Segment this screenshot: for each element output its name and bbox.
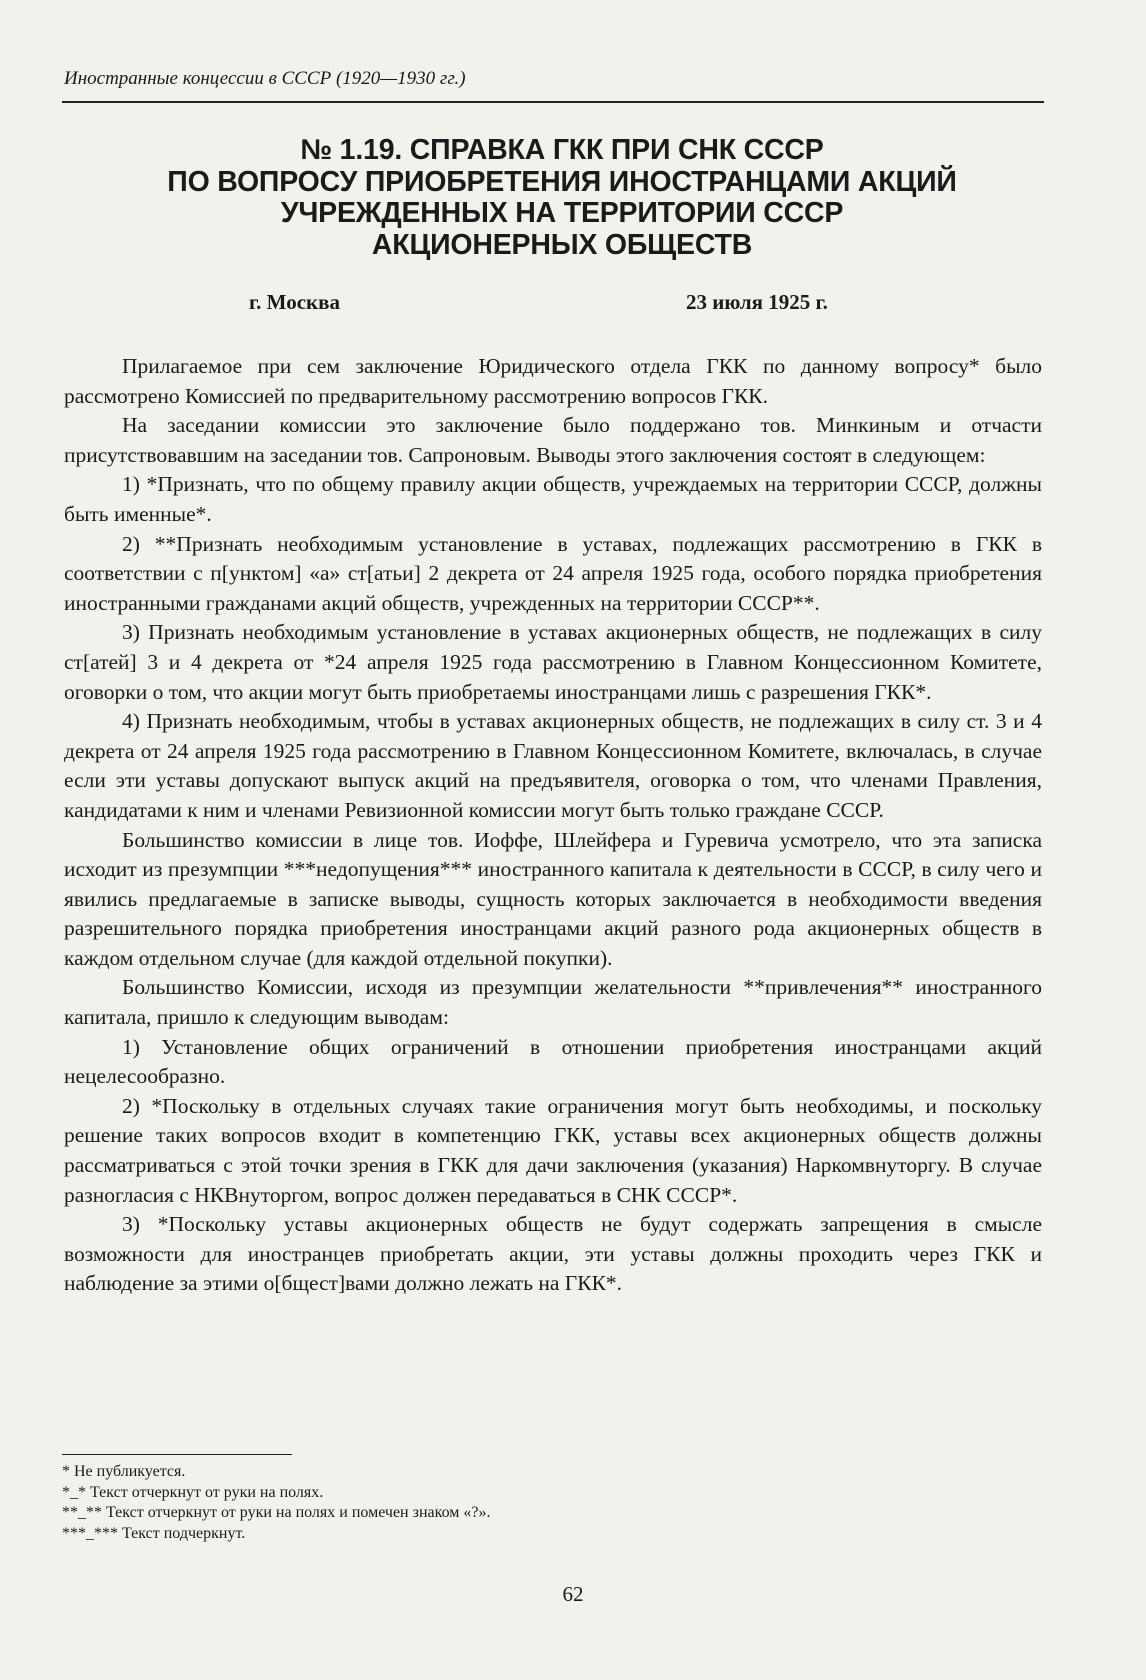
title-line: АКЦИОНЕРНЫХ ОБЩЕСТВ: [371, 228, 753, 261]
title-line: ПО ВОПРОСУ ПРИОБРЕТЕНИЯ ИНОСТРАНЦАМИ АКЦИЙ: [167, 165, 957, 198]
paragraph: Большинство комиссии в лице тов. Иоффе, Шлейфера и Гуревича усмотрело, что эта записка исходит из презумпции ***недопущения*** иностранного капитала к деятельности в СССР, в силу чего и явились предлагаемые в записке выводы, сущность которых заключается в необходимости введения разрешительного порядка приобретения иностранцами акций разного рода акционерных обществ в каждом отдельном случае (для каждой отдельной покупки).: [64, 827, 1042, 970]
body-text: [64, 352, 1042, 1299]
paragraph: 2) **Признать необходимым установление в уставах, подлежащих рассмотрению в ГКК в соответствии с п[унктом] «а» ст[атьи] 2 декрета от 24 апреля 1925 года, особого порядка приобретения иностранными гражданами акций обществ, учрежденных на территории СССР**.: [64, 531, 1042, 615]
paragraph: 3) *Поскольку уставы акционерных обществ не будут содержать запрещения в смысле возможности для иностранцев приобретать акции, эти уставы должны проходить через ГКК и наблюдение за этими о[бщест]вами должно лежать на ГКК*.: [64, 1212, 1042, 1296]
paragraph: На заседании комиссии это заключение было поддержано тов. Минкиным и отчасти присутствовавшим на заседании тов. Сапроновым. Выводы этого заключения состоят в следующем:: [64, 413, 1042, 467]
document-date: 23 июля 1925 г.: [686, 290, 828, 314]
footnotes: [62, 1462, 762, 1544]
paragraph: 1) Установление общих ограничений в отношении приобретения иностранцами акций нецелесообразно.: [64, 1034, 1042, 1089]
running-head: Иностранные концессии в СССР (1920—1930 гг.): [64, 68, 466, 89]
footnote-rule: [62, 1454, 292, 1455]
page-number: 62: [562, 1582, 584, 1606]
header-rule: [62, 101, 1044, 103]
document-place: г. Москва: [249, 290, 340, 314]
footnote: * Не публикуется.: [62, 1463, 186, 1480]
paragraph: 1) *Признать, что по общему правилу акции обществ, учреждаемых на территории СССР, должны быть именные*.: [64, 472, 1042, 526]
paragraph: 4) Признать необходимым, чтобы в уставах акционерных обществ, не подлежащих в силу ст. 3 и 4 декрета от 24 апреля 1925 года рассмотрению в Главном Концессионном Комитете, включалась, в случае если эти уставы допускают выпуск акций на предъявителя, оговорка о том, что членами Правления, кандидатами к ним и членами Ревизионной комиссии могут быть только граждане СССР.: [64, 709, 1042, 822]
title-line: № 1.19. СПРАВКА ГКК ПРИ СНК СССР: [300, 134, 824, 166]
document-title: [62, 135, 1062, 261]
paragraph: Прилагаемое при сем заключение Юридического отдела ГКК по данному вопросу* было рассмотрено Комиссией по предварительному рассмотрению вопросов ГКК.: [64, 354, 1042, 408]
paragraph: 3) Признать необходимым установление в уставах акционерных обществ, не подлежащих в силу ст[атей] 3 и 4 декрета от *24 апреля 1925 года рассмотрению в Главном Концессионном Комитете, оговорки о том, что акции могут быть приобретаемы иностранцами лишь с разрешения ГКК*.: [64, 620, 1042, 704]
footnote: *_* Текст отчеркнут от руки на полях.: [62, 1483, 324, 1501]
footnote: ***_*** Текст подчеркнут.: [62, 1524, 246, 1542]
title-line: УЧРЕЖДЕННЫХ НА ТЕРРИТОРИИ СССР: [280, 197, 844, 229]
paragraph: 2) *Поскольку в отдельных случаях такие ограничения могут быть необходимы, и поскольку решение таких вопросов входит в компетенцию ГКК, уставы всех акционерных обществ должны рассматриваться с этой точки зрения в ГКК для дачи заключения (указания) Наркомвнуторгу. В случае разногласия с НКВнуторгом, вопрос должен передаваться в СНК СССР*.: [64, 1093, 1042, 1207]
footnote: **_** Текст отчеркнут от руки на полях и помечен знаком «?».: [62, 1504, 491, 1521]
paragraph: Большинство Комиссии, исходя из презумпции желательности **привлечения** иностранного капитала, пришло к следующим выводам:: [64, 975, 1042, 1030]
